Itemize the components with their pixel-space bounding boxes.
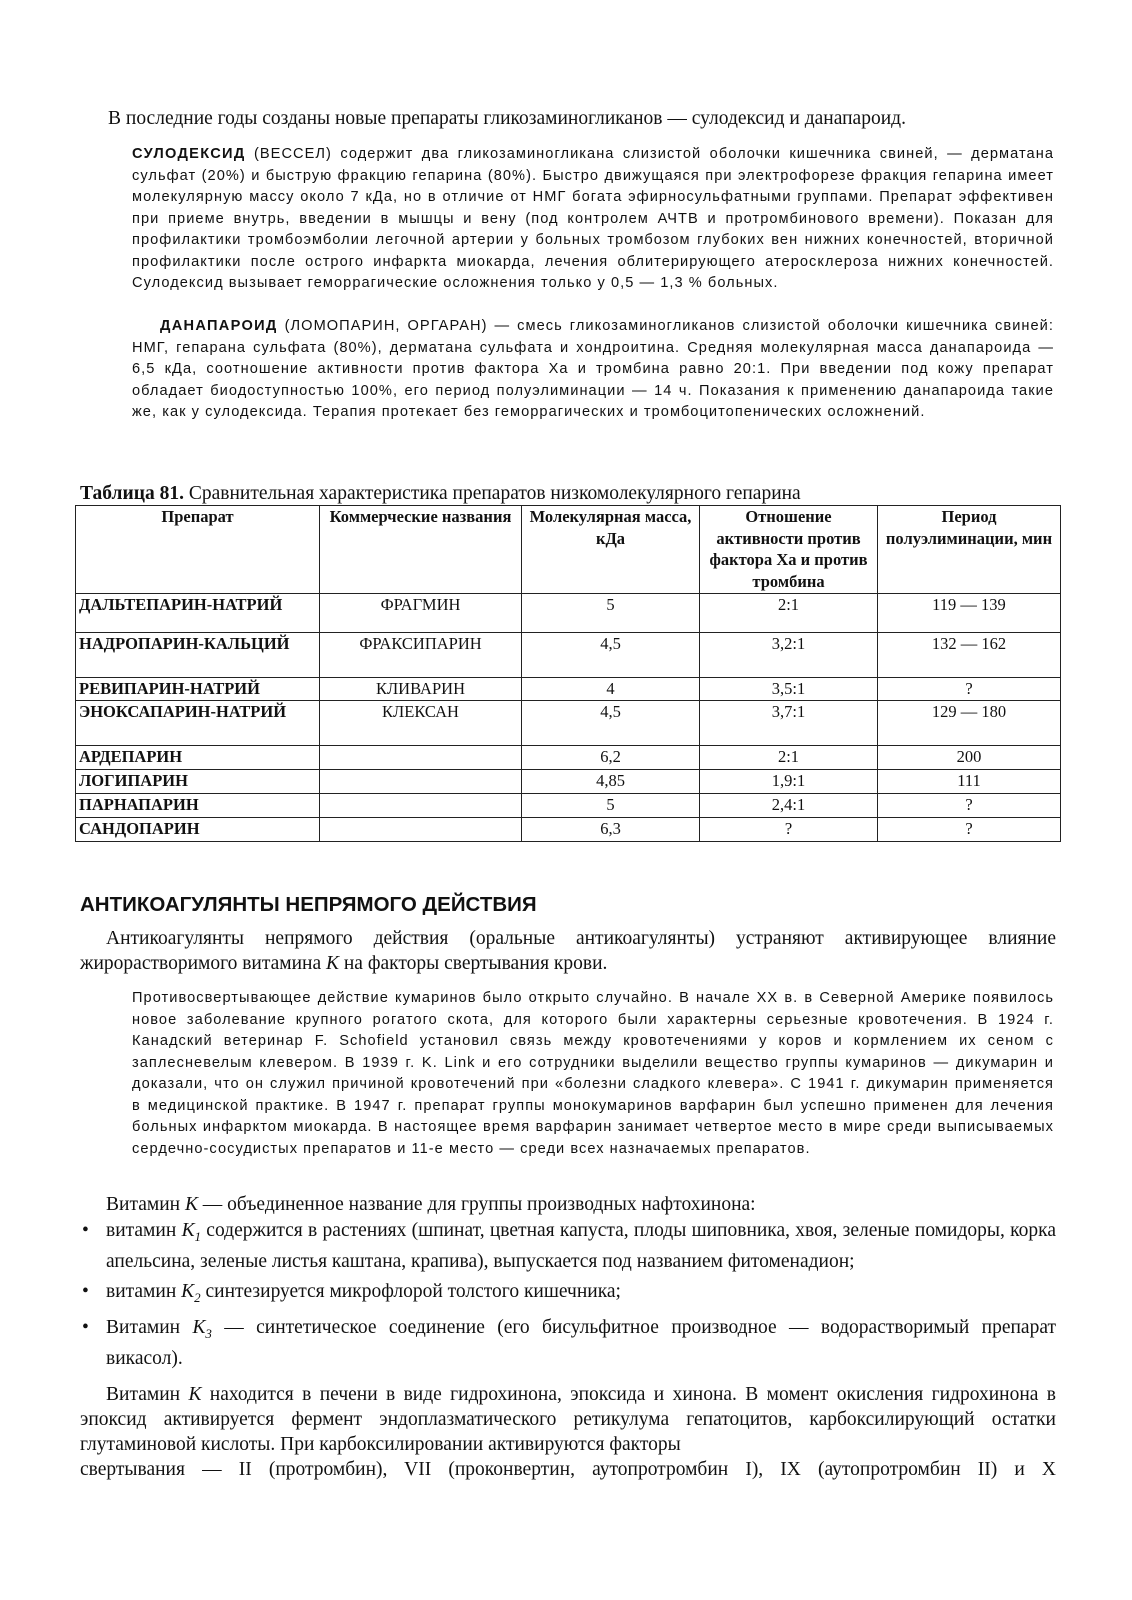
text-run: витамин bbox=[106, 1220, 182, 1241]
cell-commercial-name bbox=[320, 818, 522, 842]
vitamin-letter: К bbox=[192, 1316, 206, 1338]
cell-activity-ratio: ? bbox=[700, 818, 878, 842]
cell-drug: ЛОГИПАРИН bbox=[76, 770, 320, 794]
text-run: синтезируется микрофлорой толстого кишечника; bbox=[200, 1280, 621, 1302]
text-run: содержится в растениях (шпинат, цветная капуста, плоды шиповника, хвоя, зеленые помидоры, корка апельсина, зеленые листья каштана, крапива), выпускается под названием фитоменадион; bbox=[106, 1220, 1056, 1272]
vitamin-k-symbol: К bbox=[188, 1384, 202, 1405]
bullet-icon: • bbox=[82, 1220, 89, 1241]
cell-molecular-mass: 4,85 bbox=[522, 770, 700, 794]
cell-drug: САНДОПАРИН bbox=[76, 818, 320, 842]
table-caption-text: Сравнительная характеристика препаратов низкомолекулярного гепарина bbox=[183, 483, 801, 504]
paragraph-last-line: свертывания — II (протромбин), VII (проконвертин, аутопротромбин I), IX (аутопротромбин II) и X bbox=[80, 1459, 1056, 1480]
vitamin-k2-symbol bbox=[181, 1280, 201, 1305]
paragraph-body bbox=[80, 1382, 1056, 1457]
table-row bbox=[76, 818, 1061, 842]
cell-molecular-mass: 4 bbox=[522, 678, 700, 701]
list-item bbox=[80, 1218, 1056, 1274]
table-caption bbox=[80, 482, 801, 506]
text-run: — объединенное название для группы производных нафтохинона: bbox=[197, 1194, 756, 1215]
text-run: Витамин bbox=[106, 1384, 189, 1405]
cell-commercial-name bbox=[320, 770, 522, 794]
cell-drug: АРДЕПАРИН bbox=[76, 746, 320, 770]
cell-half-life: 129 — 180 bbox=[878, 701, 1061, 746]
vitamin-k-list bbox=[80, 1218, 1056, 1376]
table-row bbox=[76, 633, 1061, 678]
list-item bbox=[80, 1279, 1056, 1310]
text-run: на факторы свертывания крови. bbox=[338, 953, 608, 974]
cell-half-life: 132 — 162 bbox=[878, 633, 1061, 678]
table-row bbox=[76, 770, 1061, 794]
vitamin-k3-symbol bbox=[192, 1316, 212, 1341]
cell-drug: ДАЛЬТЕПАРИН-НАТРИЙ bbox=[76, 594, 320, 633]
cell-molecular-mass: 4,5 bbox=[522, 633, 700, 678]
cell-half-life: ? bbox=[878, 678, 1061, 701]
cell-molecular-mass: 5 bbox=[522, 794, 700, 818]
cell-activity-ratio: 3,5:1 bbox=[700, 678, 878, 701]
cell-half-life: 119 — 139 bbox=[878, 594, 1061, 633]
text-run: витамин bbox=[106, 1280, 182, 1302]
table-row bbox=[76, 746, 1061, 770]
vitamin-letter: К bbox=[181, 1280, 195, 1302]
cell-commercial-name: ФРАКСИПАРИН bbox=[320, 633, 522, 678]
vitamin-subscript: 3 bbox=[205, 1325, 212, 1341]
cell-half-life: 111 bbox=[878, 770, 1061, 794]
section-title: АНТИКОАГУЛЯНТЫ НЕПРЯМОГО ДЕЙСТВИЯ bbox=[80, 893, 537, 916]
header-molecular-mass: Молекулярная масса, кДа bbox=[522, 506, 700, 594]
vitamin-k-symbol: К bbox=[326, 953, 339, 974]
danaparoid-text: (ЛОМОПАРИН, ОРГАРАН) — смесь гликозаминогликанов слизистой оболочки кишечника свиней: НМГ, гепарана сульфата (80%), дерматана сульфата и хондроитина. Средняя молекулярная масса данапароида — 6,5 кДа, соотношение активности против фактора Ха и тромбина равно 20:1. При введении под кожу препарат обладает биодоступностью 100%, его период полуэлиминации — 14 ч. Показания к применению данапароида такие же, как у сулодексида. Терапия протекает без геморрагических и тромбоцитопенических осложнений. bbox=[132, 318, 1054, 420]
header-activity-ratio: Отношение активности против фактора Ха и против тромбина bbox=[700, 506, 878, 594]
danaparoid-name: ДАНАПАРОИД bbox=[160, 318, 278, 334]
cell-molecular-mass: 4,5 bbox=[522, 701, 700, 746]
cell-activity-ratio: 2:1 bbox=[700, 746, 878, 770]
text-run: Витамин bbox=[106, 1194, 185, 1215]
vitamin-k-intro-paragraph bbox=[80, 1192, 1056, 1217]
cell-drug: ЭНОКСАПАРИН-НАТРИЙ bbox=[76, 701, 320, 746]
text-run: — синтетическое соединение (его бисульфитное производное — водорастворимый препарат викасол). bbox=[106, 1316, 1056, 1369]
vitamin-k-symbol: К bbox=[184, 1194, 198, 1215]
cell-molecular-mass: 6,2 bbox=[522, 746, 700, 770]
cell-drug: ПАРНАПАРИН bbox=[76, 794, 320, 818]
bullet-icon: • bbox=[82, 1280, 89, 1302]
cell-drug: НАДРОПАРИН-КАЛЬЦИЙ bbox=[76, 633, 320, 678]
vitamin-subscript: 1 bbox=[194, 1228, 202, 1244]
bullet-icon: • bbox=[82, 1316, 89, 1338]
cell-activity-ratio: 2,4:1 bbox=[700, 794, 878, 818]
table-header-row bbox=[76, 506, 1061, 594]
text-run: Антикоагулянты непрямого действия (оральные антикоагулянты) устраняют активирующее влияние жирорастворимого витамина bbox=[80, 928, 1056, 974]
cell-commercial-name bbox=[320, 746, 522, 770]
vitamin-k1-symbol bbox=[181, 1220, 202, 1244]
cell-activity-ratio: 3,7:1 bbox=[700, 701, 878, 746]
cell-half-life: 200 bbox=[878, 746, 1061, 770]
header-commercial-names: Коммерческие названия bbox=[320, 506, 522, 594]
cell-commercial-name: ФРАГМИН bbox=[320, 594, 522, 633]
text-run: находится в печени в виде гидрохинона, эпоксида и хинона. В момент окисления гидрохинона в эпоксид активируется фермент эндоплазматического ретикулума гепатоцитов, карбоксилирующий остатки глутаминовой кислоты. При карбоксилировании активируются факторы bbox=[80, 1384, 1056, 1455]
cell-commercial-name: КЛИВАРИН bbox=[320, 678, 522, 701]
table-row bbox=[76, 794, 1061, 818]
cell-half-life: ? bbox=[878, 794, 1061, 818]
table-row bbox=[76, 701, 1061, 746]
intro-paragraph: В последние годы созданы новые препараты гликозаминогликанов — сулодексид и данапароид. bbox=[108, 108, 906, 129]
table-caption-number: Таблица 81. bbox=[80, 483, 184, 504]
sulodexide-paragraph bbox=[132, 144, 1054, 295]
header-drug: Препарат bbox=[76, 506, 320, 594]
vitamin-subscript: 2 bbox=[194, 1289, 201, 1305]
sulodexide-text: (ВЕССЕЛ) содержит два гликозаминогликана слизистой оболочки кишечника свиней, — дерматана сульфат (20%) и быструю фракцию гепарина (80%). Быстро движущаяся при электрофорезе фракция гепарина имеет молекулярную массу около 7 кДа, но в отличие от НМГ богата эфирносульфатными группами. Препарат эффективен при приеме внутрь, введении в мышцы и вену (под контролем АЧТВ и протромбинового времени). Показан для профилактики тромбоэмболии легочной артерии у больных тромбозом глубоких вен нижних конечностей, вторичной профилактики после острого инфаркта миокарда, лечения облитерирующего атеросклероза нижних конечностей. Сулодексид вызывает геморрагические осложнения только у 0,5 — 1,3 % больных. bbox=[132, 146, 1054, 291]
cell-molecular-mass: 5 bbox=[522, 594, 700, 633]
danaparoid-paragraph bbox=[132, 316, 1054, 424]
table-row bbox=[76, 594, 1061, 633]
vitamin-letter: К bbox=[181, 1220, 195, 1241]
lmwh-comparison-table bbox=[75, 505, 1061, 842]
indirect-anticoagulants-paragraph bbox=[80, 926, 1056, 976]
coumarin-history-paragraph: Противосвертывающее действие кумаринов было открыто случайно. В начале XX в. в Северной Америке появилось новое заболевание крупного рогатого скота, для которого были характерны серьезные кровотечения. В 1924 г. Канадский ветеринар F. Schofield установил связь между кровотечениями у коров и кормлением их сеном с заплесневелым клевером. В 1939 г. K. Link и его сотрудники выделили вещество группы кумаринов — дикумарин и доказали, что он служил причиной кровотечений при «болезни сладкого клевера». С 1941 г. дикумарин применяется в медицинской практике. В 1947 г. препарат группы монокумаринов варфарин был успешно применен для лечения больных инфарктом миокарда. В настоящее время варфарин занимает четвертое место в мире среди выписываемых сердечно-сосудистых препаратов и 11-е место — среди всех назначаемых препаратов. bbox=[132, 990, 1054, 1157]
cell-commercial-name: КЛЕКСАН bbox=[320, 701, 522, 746]
table-row bbox=[76, 678, 1061, 701]
cell-half-life: ? bbox=[878, 818, 1061, 842]
sulodexide-name: СУЛОДЕКСИД bbox=[132, 146, 246, 162]
cell-activity-ratio: 1,9:1 bbox=[700, 770, 878, 794]
cell-molecular-mass: 6,3 bbox=[522, 818, 700, 842]
cell-activity-ratio: 2:1 bbox=[700, 594, 878, 633]
cell-drug: РЕВИПАРИН-НАТРИЙ bbox=[76, 678, 320, 701]
header-half-life: Период полуэлиминации, мин bbox=[878, 506, 1061, 594]
cell-commercial-name bbox=[320, 794, 522, 818]
cell-activity-ratio: 3,2:1 bbox=[700, 633, 878, 678]
text-run: Витамин bbox=[106, 1316, 193, 1338]
vitamin-k-liver-paragraph bbox=[80, 1382, 1056, 1482]
list-item bbox=[80, 1315, 1056, 1371]
